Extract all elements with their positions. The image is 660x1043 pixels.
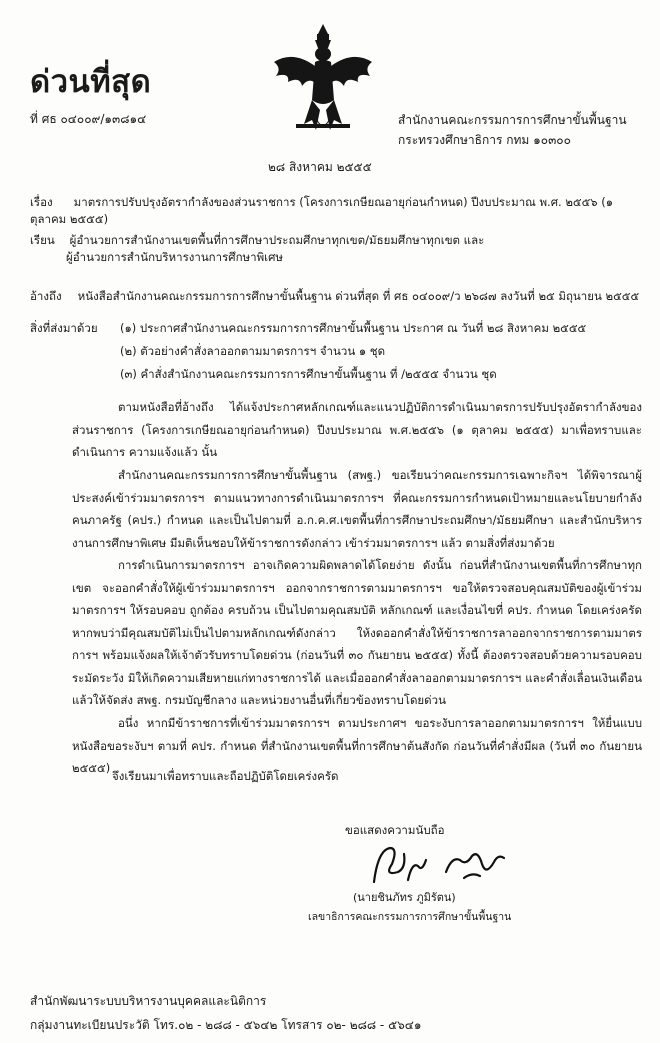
footer-contact: กลุ่มงานทะเบียนประวัติ โทร.๐๒ - ๒๘๘ - ๕๖๔๒ โทรสาร ๐๒- ๒๘๘ - ๕๖๔๑	[30, 1018, 422, 1032]
subject-text: มาตรการปรับปรุงอัตรากำลังของส่วนราชการ (โครงการเกษียณอายุก่อนกำหนด) ปีงบประมาณ พ.ศ. ๒๕๕๖ (๑ ตุลาคม ๒๕๕๕)	[30, 195, 614, 226]
document-date: ๒๘ สิงหาคม ๒๕๕๕	[268, 160, 372, 174]
footer-department: สำนักพัฒนาระบบบริหารงานบุคคลและนิติการ	[30, 994, 267, 1008]
attachments-label: สิ่งที่ส่งมาด้วย	[30, 321, 98, 335]
office-address: กระทรวงศึกษาธิการ กทม ๑๐๓๐๐	[398, 133, 571, 147]
document-number: ที่ ศธ ๐๔๐๐๙/๑๓๘๑๔	[30, 112, 147, 126]
urgency-heading: ด่วนที่สุด	[30, 64, 152, 100]
subject-line	[30, 194, 640, 228]
office-name: สำนักงานคณะกรรมการการศึกษาขั้นพื้นฐาน	[398, 113, 627, 127]
paragraph-1-text: ตามหนังสือที่อ้างถึง ได้แจ้งประกาศหลักเกณฑ์และแนวปฏิบัติการดำเนินมาตรการปรับปรุงอัตรากำลังของส่วนราชการ (โครงการเกษียณอายุก่อนกำหนด) ปีงบประมาณ พ.ศ.๒๕๕๖ (๑ ตุลาคม ๒๕๕๕) มาเพื่อทราบและดำเนินการ ความแจ้งแล้ว นั้น	[72, 400, 642, 459]
attachment-item-2: (๒) ตัวอย่างคำสั่งลาออกตามมาตรการฯ จำนวน ๑ ชุด	[120, 344, 386, 358]
closing-sentence: จึงเรียนมาเพื่อทราบและถือปฏิบัติโดยเคร่งครัด	[112, 769, 339, 783]
paragraph-2-text: สำนักงานคณะกรรมการการศึกษาขั้นพื้นฐาน (สพฐ.) ขอเรียนว่าคณะกรรมการเฉพาะกิจฯ ได้พิจารณาผู้ประสงค์เข้าร่วมมาตรการฯ ตามแนวทางการดำเนินมาตรการฯ ที่คณะกรรมการกำหนดเป้าหมายและนโยบายกำลังคนภาครัฐ (คปร.) กำหนด และเป็นไปตามที่ อ.ก.ค.ศ.เขตพื้นที่การศึกษาประถมศึกษา/มัธยมศึกษา และสำนักบริหารงานการศึกษาพิเศษ มีมติเห็นชอบให้ข้าราชการดังกล่าว เข้าร่วมมาตรการฯ แล้ว ตามสิ่งที่ส่งมาด้วย	[72, 468, 642, 550]
body-paragraph-2	[72, 464, 642, 554]
paragraph-3-text: การดำเนินการมาตรการฯ อาจเกิดความผิดพลาดได้โดยง่าย ดังนั้น ก่อนที่สำนักงานเขตพื้นที่การศึกษาทุกเขต จะออกคำสั่งให้ผู้เข้าร่วมมาตรการฯ ออกจากราชการตามมาตรการฯ ขอให้ตรวจสอบคุณสมบัติของผู้เข้าร่วมมาตรการฯ ให้รอบคอบ ถูกต้อง ครบถ้วน เป็นไปตามคุณสมบัติ หลักเกณฑ์ และเงื่อนไขที่ คปร. กำหนด โดยเคร่งครัด หากพบว่ามีคุณสมบัติไม่เป็นไปตามหลักเกณฑ์ดังกล่าว ให้งดออกคำสั่งให้ข้าราชการลาออกจากราชการตามมาตรการฯ พร้อมแจ้งผลให้เจ้าตัวรับทราบโดยด่วน (ก่อนวันที่ ๓๐ กันยายน ๒๕๕๕) ทั้งนี้ ต้องตรวจสอบด้วยความรอบคอบ ระมัดระวัง มิให้เกิดความเสียหายแก่ทางราชการได้ และเมื่อออกคำสั่งลาออกตามมาตรการฯ และคำสั่งเลื่อนเงินเดือนแล้วให้จัดส่ง สพฐ. กรมบัญชีกลาง และหน่วยงานอื่นที่เกี่ยวข้องทราบโดยด่วน	[72, 558, 642, 707]
recipient-block	[30, 232, 640, 266]
body-paragraph-1	[72, 396, 642, 464]
attachment-item-3: (๓) คำสั่งสำนักงานคณะกรรมการการศึกษาขั้นพื้นฐาน ที่ /๒๕๕๕ จำนวน ชุด	[120, 367, 497, 381]
regards-line: ขอแสดงความนับถือ	[345, 823, 445, 837]
garuda-emblem-icon	[268, 20, 378, 140]
reference-text: หนังสือสำนักงานคณะกรรมการการศึกษาขั้นพื้นฐาน ด่วนที่สุด ที่ ศธ ๐๔๐๐๙/ว ๒๖๘๗ ลงวันที่ ๒๕ มิถุนายน ๒๕๕๕	[77, 289, 640, 303]
recipient-line-2: ผู้อำนวยการสำนักบริหารงานการศึกษาพิเศษ	[66, 250, 283, 264]
attachment-item-1: (๑) ประกาศสำนักงานคณะกรรมการการศึกษาขั้นพื้นฐาน ประกาศ ณ วันที่ ๒๘ สิงหาคม ๒๕๕๕	[120, 321, 587, 335]
paragraph-4-text: อนึ่ง หากมีข้าราชการที่เข้าร่วมมาตรการฯ ตามประกาศฯ ขอระงับการลาออกตามมาตรการฯ ให้ยื่นแบบหนังสือขอระงับฯ ตามที่ คปร. กำหนด ที่สำนักงานเขตพื้นที่การศึกษาต้นสังกัด ก่อนวันที่คำสั่งมีผล (วันที่ ๓๐ กันยายน ๒๕๕๕)	[72, 716, 642, 775]
recipient-label: เรียน	[30, 233, 55, 247]
body-paragraph-3	[72, 554, 642, 712]
reference-line	[30, 288, 640, 305]
handwritten-signature	[368, 842, 528, 888]
signatory-name: (นายชินภัทร ภูมิรัตน)	[353, 891, 456, 904]
signatory-position: เลขาธิการคณะกรรมการการศึกษาขั้นพื้นฐาน	[308, 911, 512, 923]
reference-label: อ้างถึง	[30, 289, 62, 303]
issuing-office	[398, 110, 627, 150]
recipient-line-1: ผู้อำนวยการสำนักงานเขตพื้นที่การศึกษาประถมศึกษาทุกเขต/มัธยมศึกษาทุกเขต และ	[69, 233, 485, 247]
subject-label: เรื่อง	[30, 195, 53, 209]
